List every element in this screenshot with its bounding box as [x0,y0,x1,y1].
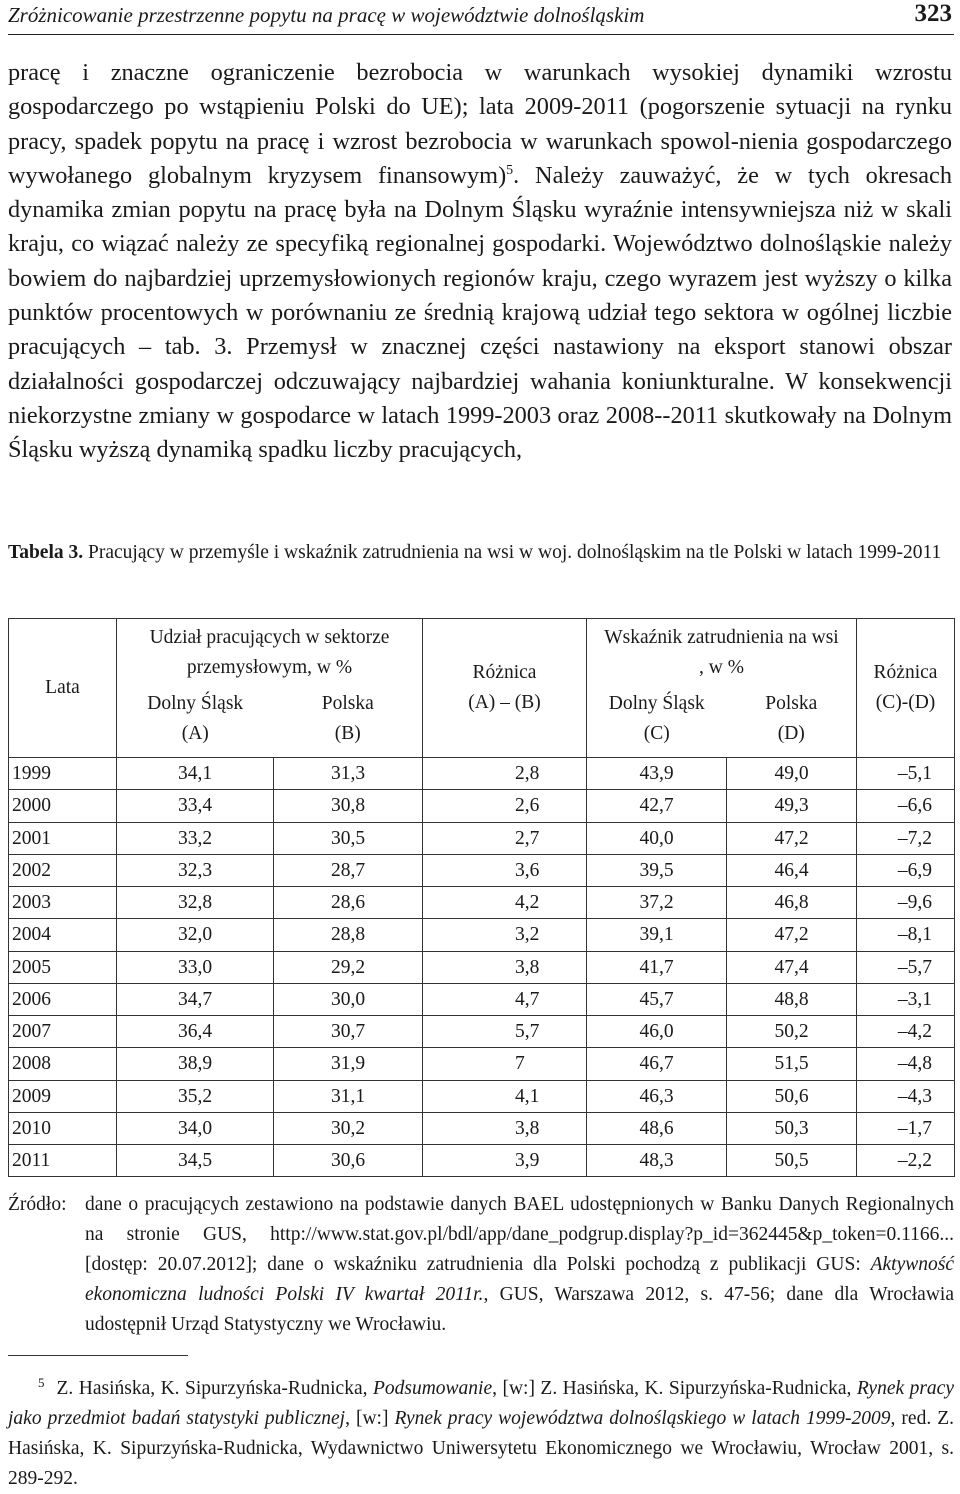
cell-year: 2005 [9,951,117,983]
cell-c: 45,7 [587,983,727,1015]
cell-year: 2008 [9,1048,117,1080]
table-row [9,983,955,1015]
header-diff-ab: Różnica (A) – (B) [423,619,587,758]
table-row [9,790,955,822]
cell-year: 2000 [9,790,117,822]
cell-b: 28,6 [274,887,423,919]
cell-d: 46,8 [727,887,857,919]
cell-year: 1999 [9,758,117,790]
table-row [9,887,955,919]
header-col-c: Dolny Śląsk (C) [587,683,727,758]
cell-year: 2007 [9,1016,117,1048]
cell-c: 46,7 [587,1048,727,1080]
footnote-separator [8,1355,188,1356]
cell-year: 2003 [9,887,117,919]
cell-year: 2002 [9,854,117,886]
cell-c: 46,3 [587,1080,727,1112]
table-caption-text: Pracujący w przemyśle i wskaźnik zatrudnienia na wsi w woj. dolnośląskim na tle Polski w latach 1999-2011 [83,542,942,563]
running-header [8,0,954,35]
header-group-rural: Wskaźnik zatrudnienia na wsi , w % [587,619,857,684]
cell-b: 29,2 [274,951,423,983]
cell-a: 36,4 [117,1016,274,1048]
cell-cd: –9,6 [857,887,955,919]
cell-d: 46,4 [727,854,857,886]
table-row [9,1016,955,1048]
cell-a: 34,0 [117,1112,274,1144]
cell-a: 33,2 [117,822,274,854]
header-col-b: Polska (B) [274,683,423,758]
page-number: 323 [914,0,952,27]
source-publication-title: Aktywność ekonomiczna ludności Polski IV kwartał 2011r. [85,1254,954,1305]
cell-cd: –8,1 [857,919,955,951]
cell-b: 30,7 [274,1016,423,1048]
cell-ab: 5,7 [423,1016,587,1048]
cell-year: 2004 [9,919,117,951]
cell-b: 31,3 [274,758,423,790]
table-caption [8,538,952,568]
cell-cd: –5,1 [857,758,955,790]
cell-ab: 4,7 [423,983,587,1015]
cell-c: 43,9 [587,758,727,790]
cell-cd: –6,9 [857,854,955,886]
table-body [9,758,955,1177]
cell-a: 34,7 [117,983,274,1015]
cell-b: 30,6 [274,1145,423,1177]
cell-b: 30,0 [274,983,423,1015]
cell-year: 2009 [9,1080,117,1112]
table-row [9,951,955,983]
cell-c: 48,3 [587,1145,727,1177]
cell-a: 32,8 [117,887,274,919]
footnote: $^5$ Z. Hasińska, K. Sipurzyńska-Rudnicka, Podsumowanie, [w:] Z. Hasińska, K. Sipurzyńska-Rudnicka, Rynek pracy jako przedmiot badań statystyki publicznej, [w:] Rynek pracy województwa dolnośląskiego w latach 1999-2009, red. Z. Hasińska, K. Sipurzyńska-Rudnicka, Wydawnictwo Uniwersytetu Ekonomicznego we Wrocławiu, Wrocław 2001, s. 289-292. [8,1375,954,1489]
cell-c: 41,7 [587,951,727,983]
cell-cd: –4,2 [857,1016,955,1048]
footnote-reference[interactable]: 5 [506,162,514,178]
cell-a: 32,0 [117,919,274,951]
cell-ab: 7 [423,1048,587,1080]
cell-b: 30,5 [274,822,423,854]
source-label: Źródło: [8,1194,67,1215]
cell-a: 34,5 [117,1145,274,1177]
cell-year: 2010 [9,1112,117,1144]
body-paragraph [8,56,952,468]
cell-ab: 4,2 [423,887,587,919]
cell-d: 48,8 [727,983,857,1015]
cell-ab: 3,2 [423,919,587,951]
cell-b: 30,8 [274,790,423,822]
table-row [9,854,955,886]
cell-cd: –2,2 [857,1145,955,1177]
cell-d: 50,5 [727,1145,857,1177]
cell-b: 28,7 [274,854,423,886]
cell-cd: –4,3 [857,1080,955,1112]
cell-d: 50,6 [727,1080,857,1112]
cell-b: 31,9 [274,1048,423,1080]
cell-cd: –7,2 [857,822,955,854]
table-row [9,1112,955,1144]
cell-d: 50,3 [727,1112,857,1144]
cell-ab: 3,8 [423,951,587,983]
table-row [9,919,955,951]
cell-cd: –5,7 [857,951,955,983]
header-col-d: Polska (D) [727,683,857,758]
cell-c: 39,1 [587,919,727,951]
table-row [9,1048,955,1080]
cell-ab: 3,8 [423,1112,587,1144]
cell-c: 37,2 [587,887,727,919]
table-row [9,758,955,790]
cell-a: 34,1 [117,758,274,790]
cell-year: 2011 [9,1145,117,1177]
cell-a: 33,0 [117,951,274,983]
cell-b: 28,8 [274,919,423,951]
header-group-industry: Udział pracujących w sektorze przemysłowym, w % [117,619,423,684]
cell-a: 33,4 [117,790,274,822]
header-lata: Lata [9,619,117,758]
cell-ab: 3,6 [423,854,587,886]
cell-cd: –1,7 [857,1112,955,1144]
cell-c: 46,0 [587,1016,727,1048]
header-col-a: Dolny Śląsk (A) [117,683,274,758]
cell-d: 51,5 [727,1048,857,1080]
source-text: dane o pracujących zestawiono na podstawie danych BAEL udostępnionych w Banku Danych Regionalnych na stronie GUS, http://www.stat.gov.pl/bdl/app/dane_podgrup.display?p_id=362445&p_token=0.1166... [dostęp: 20.07.2012]; dane o wskaźniku zatrudnienia dla Polski pochodzą z publikacji GUS: Aktywność ekonomiczna ludności Polski IV kwartał 2011r., GUS, Warszawa 2012, s. 47-56; dane dla Wrocławia udostępnił Urząd Statystyczny we Wrocławiu. [85,1194,954,1335]
cell-d: 47,4 [727,951,857,983]
cell-c: 40,0 [587,822,727,854]
cell-cd: –3,1 [857,983,955,1015]
cell-ab: 4,1 [423,1080,587,1112]
cell-c: 42,7 [587,790,727,822]
table-row [9,1145,955,1177]
table-row [9,822,955,854]
header-diff-cd: Różnica (C)-(D) [857,619,955,758]
running-title: Zróżnicowanie przestrzenne popytu na pracę w województwie dolnośląskim [8,3,645,27]
cell-d: 49,0 [727,758,857,790]
cell-c: 48,6 [587,1112,727,1144]
cell-year: 2001 [9,822,117,854]
table-label: Tabela 3. [8,542,84,563]
cell-a: 35,2 [117,1080,274,1112]
cell-cd: –4,8 [857,1048,955,1080]
body-text-part1: pracę i znaczne ograniczenie bezrobocia w warunkach wysokiej dynamiki wzrostu gospodarczego po wstąpieniu Polski do UE); lata 2009-2011 (pogorszenie sytuacji na rynku pracy, spadek popytu na pracę i wzrost bezrobocia w warunkach spowol-nienia gospodarczego wywołanego globalnym kryzysem finansowym) [8,59,952,189]
cell-ab: 2,6 [423,790,587,822]
cell-d: 49,3 [727,790,857,822]
cell-b: 30,2 [274,1112,423,1144]
cell-ab: 3,9 [423,1145,587,1177]
footnote-number: 5 [38,1375,45,1390]
cell-d: 47,2 [727,919,857,951]
body-text-part2: . Należy zauważyć, że w tych okresach dynamika zmian popytu na pracę była na Dolnym Śląsku wyraźnie intensywniejsza niż w skali kraju, co wiązać należy ze specyfiką regionalnej gospodarki. Województwo dolnośląskie należy bowiem do najbardziej uprzemysłowionych regionów kraju, czego wyrazem jest wyższy o kilka punktów procentowych w porównaniu ze średnią krajową udział tego sektora w ogólnej liczbie pracujących – tab. 3. Przemysł w znacznej części nastawiony na eksport stanowi obszar działalności gospodarczej odczuwający najbardziej wahania koniunkturalne. W konsekwencji niekorzystne zmiany w gospodarce w latach 1999-2003 oraz 2008--2011 skutkowały na Dolnym Śląsku wyższą dynamiką spadku liczby pracujących, [8,161,952,464]
cell-c: 39,5 [587,854,727,886]
cell-year: 2006 [9,983,117,1015]
data-table [8,618,955,1177]
cell-b: 31,1 [274,1080,423,1112]
cell-ab: 2,7 [423,822,587,854]
cell-cd: –6,6 [857,790,955,822]
table-row [9,1080,955,1112]
cell-a: 38,9 [117,1048,274,1080]
cell-d: 50,2 [727,1016,857,1048]
cell-d: 47,2 [727,822,857,854]
cell-a: 32,3 [117,854,274,886]
cell-ab: 2,8 [423,758,587,790]
